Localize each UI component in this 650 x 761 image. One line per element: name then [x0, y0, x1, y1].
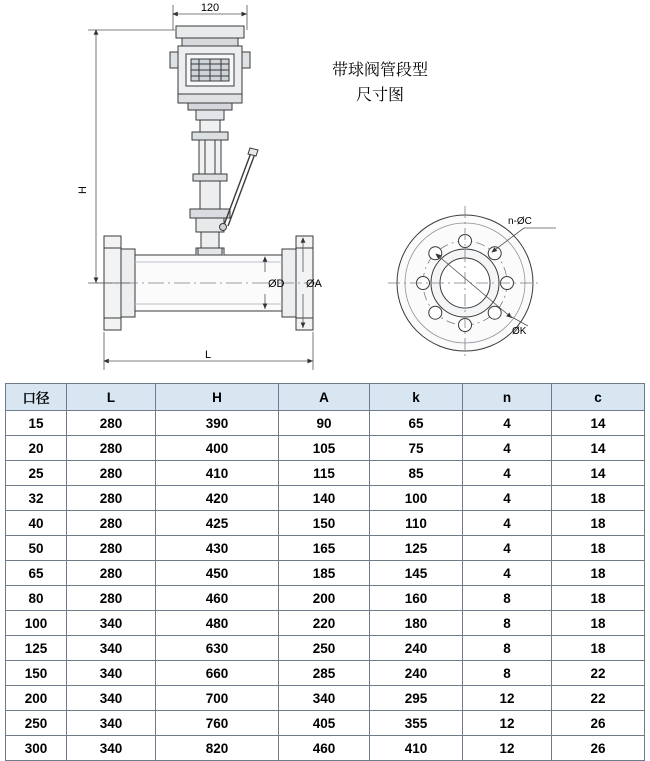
table-cell: 185 — [279, 561, 370, 586]
table-cell: 90 — [279, 411, 370, 436]
table-cell: 4 — [463, 436, 552, 461]
table-cell: 340 — [67, 661, 156, 686]
table-cell: 4 — [463, 486, 552, 511]
table-cell: 660 — [156, 661, 279, 686]
table-cell: 150 — [279, 511, 370, 536]
table-cell: 340 — [67, 736, 156, 761]
table-cell: 14 — [552, 411, 645, 436]
table-cell: 12 — [463, 711, 552, 736]
table-cell: 145 — [370, 561, 463, 586]
table-cell: 450 — [156, 561, 279, 586]
table-row — [6, 486, 645, 511]
label-dia-A: ØA — [306, 278, 322, 290]
table-cell: 250 — [279, 636, 370, 661]
table-cell: 460 — [156, 586, 279, 611]
table-row — [6, 636, 645, 661]
table-cell: 14 — [552, 436, 645, 461]
table-cell: 400 — [156, 436, 279, 461]
table-cell: 280 — [67, 561, 156, 586]
table-cell: 8 — [463, 636, 552, 661]
table-row — [6, 661, 645, 686]
table-cell: 150 — [6, 661, 67, 686]
table-row — [6, 611, 645, 636]
drawing-title-line2: 尺寸图 — [355, 84, 404, 104]
dim-H — [88, 30, 175, 283]
label-length-L: L — [204, 349, 212, 361]
table-cell: 110 — [370, 511, 463, 536]
label-width-120: 120 — [200, 2, 220, 14]
label-dia-K: ØK — [512, 326, 527, 337]
dimension-table — [5, 383, 645, 761]
table-cell: 18 — [552, 486, 645, 511]
table-cell: 4 — [463, 561, 552, 586]
table-cell: 65 — [370, 411, 463, 436]
table-cell: 18 — [552, 561, 645, 586]
table-header-row — [6, 384, 645, 411]
table-cell: 280 — [67, 461, 156, 486]
table-cell: 26 — [552, 711, 645, 736]
table-cell: 280 — [67, 486, 156, 511]
table-cell: 12 — [463, 686, 552, 711]
table-cell: 20 — [6, 436, 67, 461]
table-header-cell: k — [370, 384, 463, 411]
table-cell: 80 — [6, 586, 67, 611]
table-cell: 40 — [6, 511, 67, 536]
table-cell: 425 — [156, 511, 279, 536]
table-cell: 22 — [552, 686, 645, 711]
transmitter-housing — [170, 26, 250, 110]
table-row — [6, 686, 645, 711]
table-cell: 760 — [156, 711, 279, 736]
table-header-cell: 口径 — [6, 384, 67, 411]
table-cell: 280 — [67, 536, 156, 561]
table-cell: 18 — [552, 536, 645, 561]
table-header-cell: H — [156, 384, 279, 411]
table-cell: 25 — [6, 461, 67, 486]
table-cell: 4 — [463, 411, 552, 436]
table-cell: 250 — [6, 711, 67, 736]
table-cell: 240 — [370, 636, 463, 661]
table-cell: 100 — [370, 486, 463, 511]
table-cell: 22 — [552, 661, 645, 686]
drawing-title-line1: 带球阀管段型 — [331, 60, 428, 79]
table-cell: 85 — [370, 461, 463, 486]
table-header-cell: A — [279, 384, 370, 411]
table-cell: 430 — [156, 536, 279, 561]
table-cell: 390 — [156, 411, 279, 436]
table-cell: 32 — [6, 486, 67, 511]
table-row — [6, 711, 645, 736]
table-cell: 410 — [156, 461, 279, 486]
table-cell: 285 — [279, 661, 370, 686]
table-cell: 4 — [463, 511, 552, 536]
table-cell: 300 — [6, 736, 67, 761]
table-cell: 480 — [156, 611, 279, 636]
table-cell: 165 — [279, 536, 370, 561]
drawing-title — [290, 58, 470, 108]
table-cell: 100 — [6, 611, 67, 636]
table-cell: 240 — [370, 661, 463, 686]
table-cell: 420 — [156, 486, 279, 511]
table-cell: 355 — [370, 711, 463, 736]
table-header-cell: c — [552, 384, 645, 411]
table-cell: 125 — [370, 536, 463, 561]
table-cell: 280 — [67, 511, 156, 536]
table-cell: 340 — [67, 711, 156, 736]
table-cell: 410 — [370, 736, 463, 761]
table-row — [6, 586, 645, 611]
table-cell: 220 — [279, 611, 370, 636]
table-cell: 700 — [156, 686, 279, 711]
table-row — [6, 536, 645, 561]
table-cell: 65 — [6, 561, 67, 586]
label-holes-n-c: n-ØC — [508, 216, 532, 227]
table-cell: 8 — [463, 586, 552, 611]
table-cell: 820 — [156, 736, 279, 761]
table-cell: 18 — [552, 586, 645, 611]
table-header-cell: L — [67, 384, 156, 411]
table-cell: 50 — [6, 536, 67, 561]
table-cell: 630 — [156, 636, 279, 661]
label-dia-D: ØD — [268, 278, 285, 290]
table-row — [6, 561, 645, 586]
table-cell: 295 — [370, 686, 463, 711]
table-cell: 200 — [6, 686, 67, 711]
table-cell: 12 — [463, 736, 552, 761]
table-header-cell: n — [463, 384, 552, 411]
table-cell: 18 — [552, 611, 645, 636]
table-cell: 4 — [463, 536, 552, 561]
table-cell: 340 — [279, 686, 370, 711]
table-cell: 26 — [552, 736, 645, 761]
table-cell: 180 — [370, 611, 463, 636]
table-cell: 200 — [279, 586, 370, 611]
table-cell: 8 — [463, 611, 552, 636]
table-cell: 14 — [552, 461, 645, 486]
table-cell: 115 — [279, 461, 370, 486]
table-row — [6, 736, 645, 761]
table-cell: 280 — [67, 411, 156, 436]
table-cell: 125 — [6, 636, 67, 661]
flange-face-view — [388, 206, 556, 360]
label-height-H: H — [77, 186, 89, 194]
table-cell: 105 — [279, 436, 370, 461]
table-row — [6, 411, 645, 436]
table-cell: 75 — [370, 436, 463, 461]
table-cell: 280 — [67, 436, 156, 461]
table-cell: 460 — [279, 736, 370, 761]
table-cell: 340 — [67, 611, 156, 636]
table-cell: 18 — [552, 636, 645, 661]
table-row — [6, 511, 645, 536]
table-cell: 160 — [370, 586, 463, 611]
table-cell: 340 — [67, 686, 156, 711]
table-cell: 15 — [6, 411, 67, 436]
table-cell: 4 — [463, 461, 552, 486]
table-cell: 8 — [463, 661, 552, 686]
table-cell: 18 — [552, 511, 645, 536]
table-cell: 405 — [279, 711, 370, 736]
table-cell: 140 — [279, 486, 370, 511]
table-row — [6, 461, 645, 486]
table-cell: 340 — [67, 636, 156, 661]
table-cell: 280 — [67, 586, 156, 611]
table-row — [6, 436, 645, 461]
